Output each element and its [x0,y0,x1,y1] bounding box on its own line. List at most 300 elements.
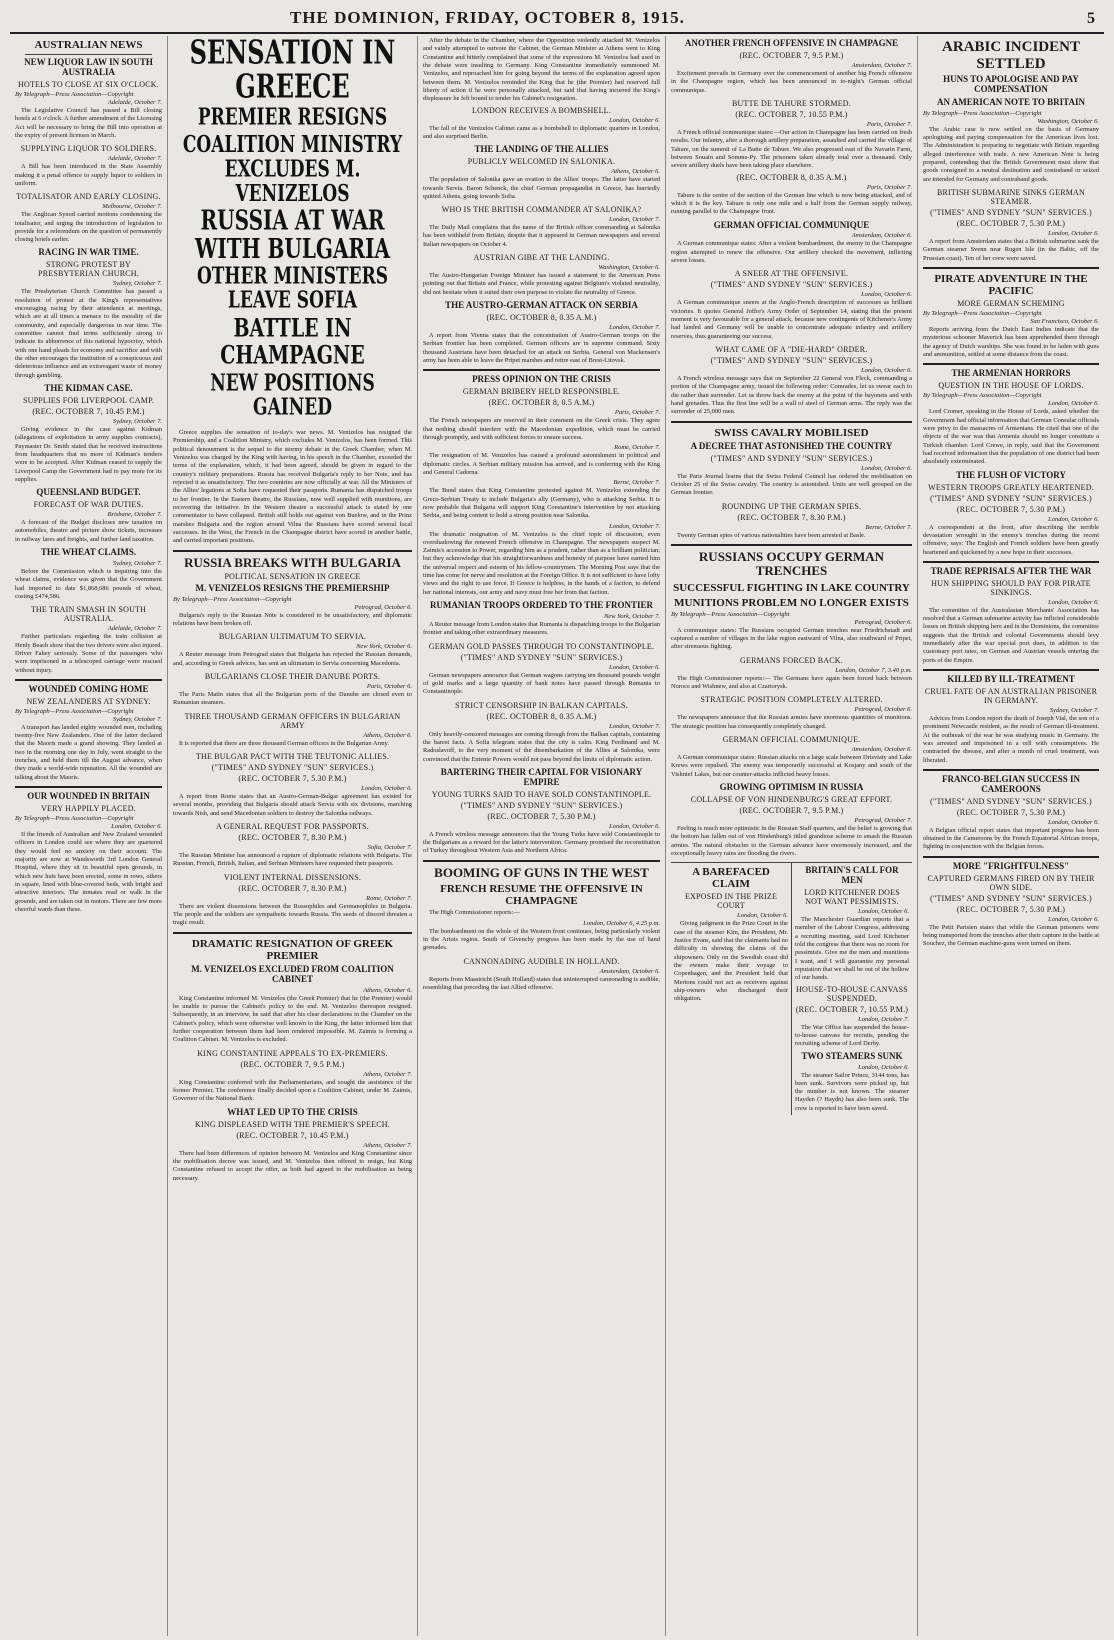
headline: ARABIC INCIDENT SETTLED [942,39,1080,72]
headline: BOOMING OF GUNS IN THE WEST [434,864,649,880]
received-time: (REC. OCTOBER 7, 8.30 P.M.) [737,512,846,522]
dateline: London, October 6. [861,367,912,375]
article-barefaced-claim [671,863,792,1115]
article-body: A report from Rome states that an Austro-German-Bulgar agreement has existed for several months, providing that Bulgaria should attack Servia with six divisions, marching towards Nish, and send Macedonian soldiers to destroy the Salonika railways. [173,793,412,817]
article-serbia-attack [423,301,660,365]
dateline: Washington, October 6. [598,264,660,272]
received-time: (REC. OCTOBER 7, 10.55 P.M.) [795,1004,909,1014]
received-time: (REC. OCTOBER 7, 5.30 P.M.) [956,807,1066,817]
subhead: STRONG PROTEST BY PRESBYTERIAN CHURCH. [38,260,139,279]
headline: QUEENSLAND BUDGET. [36,487,141,498]
article-body: A French official communique states:—Our action in Champagne has been carried on fresh results. Our infantry, after a thorough artillery preparation, assaulted and carried the village of Tahure, on the summit of La Butte de Tahure. We also progressed east of the Navarin Farm, between Souain and Somme-Py. The prisoners taken already total over a thousand. Only severe artillery duels have been taking place elsewhere. [671,128,912,170]
subhead: A SNEER AT THE OFFENSIVE. [734,269,849,279]
article-kidman [15,384,162,484]
dateline: London, October 6. [1048,915,1099,923]
subhead: WHAT CAME OF A "DIE-HARD" ORDER. [715,345,868,355]
split-row [671,862,912,1115]
article-body: The fall of the Venizelos Cabinet came as a bombshell to diplomatic quarters in London, and also surprised Berlin. [423,124,660,140]
dateline: Sydney, October 7. [112,559,162,567]
service-line: ("TIMES" AND SYDNEY "SUN" SERVICES.) [930,893,1092,903]
dateline: Paris, October 7. [866,120,912,128]
headline: FRANCO-BELGIAN SUCCESS IN CAMEROONS [941,773,1081,794]
service-line: ("TIMES" AND SYDNEY "SUN" SERVICES.) [930,493,1092,503]
article-ultimatum [173,632,412,668]
headline: RACING IN WAR TIME. [38,247,139,258]
headline: NEW LIQUOR LAW IN SOUTH AUSTRALIA [24,57,153,77]
dateline: London, October 6. [111,822,162,830]
received-time: (REC. OCTOBER 7, 5.30 P.M.) [238,774,347,784]
article-flush-victory [923,471,1099,557]
dateline: Sofia, October 7. [367,844,412,852]
dateline: Berne, October 7. [613,479,660,487]
masthead-title: THE DOMINION, FRIDAY, OCTOBER 8, 1915. [290,8,685,27]
article-body: Giving judgment in the Prize Court in the case of the steamer Kim, the President, Mr. Justice Evans, said that the claimants had no difficulty in showing the claims of the shipowners. Only on the Swedish coast did the owners make their voyage to Copenhagen, and the President held that Mertons could not act as receivers against ship-owners who discharged their obligation. [674,920,788,1003]
dateline: New York, October 6. [356,643,412,651]
report-intro: The High Commissioner reports:— [429,909,520,917]
divider [25,54,152,55]
dateline: London, October 6. [609,822,660,830]
article-body: A transport has landed eighty wounded men, including twenty-five New Zealanders. One of the latter declared that the Maoris made a grand showing. They landed at two in the morning one day in July, went straight to the trenches, and held them till the August advance, when they made a world-wide reputation. All the wounded are talking about the Maoris. [15,723,162,781]
banner-headline: OTHER MINISTERS LEAVE SOFIA [196,262,389,314]
article-body: A Reuter message from London states that Rumania is dispatching troops to the Bulgarian frontier and taking other extraordinary measures. [423,621,660,637]
credit-line: By Telegraph—Press Association—Copyright [173,595,292,603]
headline: ANOTHER FRENCH OFFENSIVE IN CHAMPAGNE [684,38,899,48]
received-time: (REC. OCTOBER 8, 0.35 A.M.) [736,172,847,182]
received-time: (REC. OCTOBER 7, 5.30 P.M.) [956,218,1066,228]
article-body: The Paris Journal learns that the Swiss Federal Council has ordered the mobilisation on October 25 of the Swiss cavalry. The country is astonished. Units are well grouped on the German frontier. [671,472,912,497]
headline: BARTERING THEIR CAPITAL FOR VISIONARY EMPIRE [440,766,643,787]
article-body: A report from Vienna states that the concentration of Austro-German troops on the Serbian frontier has been completed. German officers are in supreme command. Sixty thousand Austrians have been detached for an attack on Serbia. General von Mackensen's army has been able to leave the Pripet marshes and retire east of Brest-Litovsk. [423,332,660,364]
article-body: The French newspapers are reserved in their comment on the Greek crisis. They agree that nothing should interfere with the Macedonian expedition, which must be carried through promptly, and with sufficient forces to ensure success. [423,417,660,441]
article-commander [423,205,660,249]
headline: SWISS CAVALRY MOBILISED [714,426,869,439]
headline: RUSSIA BREAKS WITH BULGARIA [184,554,401,570]
article-austrian-gibe [423,253,660,297]
divider [173,550,412,552]
headline: GROWING OPTIMISM IN RUSSIA [719,782,864,793]
article-submarine [923,188,1099,263]
article-body: There had been differences of opinion between M. Venizelos and King Constantine since the mobilisation decree was issued, and M. Venizelos then offered to resign, but King Constantine refused to accept the offer, as both had agreed to the mobilisation as being necessary. [173,1149,412,1182]
subhead: A DECREE THAT ASTONISHED THE COUNTRY [690,440,893,451]
dateline: Washington, October 6. [1037,117,1099,125]
subhead: HUNS TO APOLOGISE AND PAY COMPENSATION [943,74,1079,94]
article-body: Giving evidence in the case against Kidman (allegations of exploitation in army supplies contracts), Paymaster Dr. Smith stated that he received instructions from headquarters that no more of Kidman's tenders were to be accepted. After Kidman ceased to supply the Liverpool Camp the Government had to pay more for its supplies. [15,425,162,483]
article-body: The Presbyterian Church Committee has passed a resolution of protest at the King's representatives encouraging racing by their attendance at meetings, which are at all times a menace to the morality of the community, and especially dangerous in war time. The committee cannot find terms sufficiently strong to indicate its abhorrence of this national hypocrisy, which with one hand pleads for economy and sacrifice and with the other encourages the institution of a conspicuous and deleterious influence and an extravagant waste of money through gambling. [15,288,162,379]
credit-line: By Telegraph—Press Association—Copyright [671,610,790,618]
article-racing [15,248,162,380]
subhead: M. VENIZELOS EXCLUDED FROM COALITION CABINET [191,963,394,984]
subhead: BUTTE DE TAHURE STORMED. [732,98,851,108]
article-landing [423,145,660,201]
dateline: London, October 6. [609,116,660,124]
article-body: The Anglican Synod carried motions condemning the totalisator, and urging the introduction of legislation to provide for a referendum on the question of permanently closing hotels earlier. [15,211,162,244]
subhead: ROUNDING UP THE GERMAN SPIES. [721,501,862,511]
article-body: Reports from Maastricht (South Holland) states that uninterrupted cannonading is audible, resembling that preceding the last Allied offensive. [423,975,660,991]
subhead: WHO IS THE BRITISH COMMANDER AT SALONIKA? [441,205,642,215]
article-continuation: After the debate in the Chamber, where the Opposition violently attacked M. Venizelos and vainly attempted to outvote the Cabinet, the German Minister at Athens went to King Constantine and bitterly complained that some of the expressions M. Venizelos had used in the debate were insulting to Germany. King Constantine immediately summoned M. Venizelos, and reproached him for going beyond the terms of the explanation agreed upon between them. M. Venizelos reminded the King that he (the Premier) had reserved full liberty of action if he were personally attacked, but said that having incurred the King's displeasure he felt bound to tender his Cabinet's resignation. [423,37,660,103]
article-wheat [15,548,162,601]
article-liquor [15,58,162,140]
article-tahure [671,99,912,217]
article-frightfulness [923,862,1099,949]
dateline: London, October 6. [1048,400,1099,408]
dateline: London, October 6. [1048,598,1099,606]
headline: THE ARMENIAN HORRORS [951,368,1071,379]
column-2 [168,36,418,1636]
subhead: STRICT CENSORSHIP IN BALKAN CAPITALS. [455,700,628,710]
article-body: The Russian Minister has announced a rupture of diplomatic relations with Bulgaria. The Russian, French, British, Italian, and Serbian Ministers have requested their passports. [173,852,412,868]
dateline: Melbourne, October 7. [102,203,162,211]
dateline: London, October 6. [858,908,909,915]
divider [923,856,1099,858]
article-ports [173,672,412,708]
dateline: Amsterdam, October 6. [851,746,912,754]
article-train [15,605,162,675]
article-body: A Belgian official report states that important progress has been obtained in the Cameroons by the French Equatorial African troops, fighting in conjunction with the Belgian forces. [923,826,1099,851]
column-4 [666,36,918,1636]
subhead: HOTELS TO CLOSE AT SIX O'CLOCK. [18,79,159,89]
banner-headline: BATTLE IN CHAMPAGNE [220,313,365,371]
article-body: Lord Cromer, speaking in the House of Lords, asked whether the Government had official information that German Consular officials were privy to the massacres of Armenians. He cited that one of the objects of the war was that Armenia should no longer constitute a Turkish chamber. Lord Crewe, in reply, said that the Government had received information that the population of one district had been absolutely exterminated. [923,408,1099,466]
article-passports [173,822,412,869]
subhead: HOUSE-TO-HOUSE CANVASS SUSPENDED. [796,984,908,1003]
dateline: Amsterdam, October 7. [851,61,912,69]
article-body: The Manchester Guardian reports that a member of the Labour Congress, addressing a recruiting meeting, said Lord Kitchener told the congress that there was no room for pessimists. Give me the men and munitions I want, and I will guarantee my personal reputation that we shall be out of the hollow of our hands. [795,916,909,982]
headline: RUMANIAN TROOPS ORDERED TO THE FRONTIER [429,600,654,611]
article-armenian [923,369,1099,466]
article-arabic [923,39,1099,184]
article-rumanian-troops [423,601,660,638]
subhead: CRUEL FATE OF AN AUSTRALIAN PRISONER IN GERMANY. [924,686,1098,705]
divider [15,679,162,681]
headline: TRADE REPRISALS AFTER THE WAR [930,565,1092,576]
article-officers [173,712,412,748]
subhead: AN AMERICAN NOTE TO BRITAIN [936,96,1086,107]
subhead: SUPPLYING LIQUOR TO SOLDIERS. [20,144,157,154]
credit-line: By Telegraph—Press Association—Copyright [15,707,134,715]
article-body: Twenty German spies of various nationalities have been arrested at Basle. [677,531,866,539]
dateline: London, October 6. [861,464,912,472]
dateline: Amsterdam, October 6. [851,232,912,240]
subhead: VIOLENT INTERNAL DISSENSIONS. [223,872,362,882]
article-call-for-men [792,863,912,1115]
headline: BRITAIN'S CALL FOR MEN [805,865,899,886]
column-3 [418,36,666,1636]
article-body: The bombardment on the whole of the Western front continues, being particularly violent in the Artois region. South of Givenchy progress has been made by the use of hand grenades. [423,927,660,952]
credit-line: By Telegraph—Press Association—Copyright [15,90,134,98]
subhead: A GENERAL REQUEST FOR PASSPORTS. [216,822,369,832]
received-time: (REC. OCTOBER 7, 10.45 P.M.) [32,406,145,416]
article-wounded-britain [15,792,162,914]
article-body: The newspapers announce that the Russian armies have enormous quantities of munitions. The strategic position has consequently completely changed. [671,714,912,730]
divider [671,421,912,423]
service-line: ("TIMES" AND SYDNEY "SUN" SERVICES.) [930,796,1092,806]
dateline: New York, October 7. [604,613,660,621]
subhead: LORD KITCHENER DOES NOT WANT PESSIMISTS. [804,888,900,906]
article-body: A Bill has been introduced in the State Assembly making it a penal offence to supply liquor to soldiers in uniform. [15,163,162,187]
article-german-gold [423,642,660,697]
article-body: A communique states: The Russians occupied German trenches near Friedrichstadt and captured a number of villages in the lake region eastward of Vilna, also southward of Pripet, after strenuous fighting. [671,626,912,651]
credit-line: By Telegraph—Press Association—Copyright [923,109,1042,117]
headline: THE AUSTRO-GERMAN ATTACK ON SERBIA [445,300,638,311]
subhead: BULGARIAN ULTIMATUM TO SERVIA. [219,632,366,642]
dateline: London, October 6. [609,663,660,671]
dateline: Petrograd, October 6. [854,706,912,714]
credit-line: By Telegraph—Press Association—Copyright [15,814,134,822]
page-number: 5 [1087,10,1096,27]
subhead: POLITICAL SENSATION IN GREECE [224,571,361,581]
dateline: Amsterdam, October 6. [599,967,660,975]
received-time: (REC. OCTOBER 7, 10.55 P.M.) [735,109,848,119]
dateline: London, October 6. [1048,229,1099,237]
dateline: Athens, October 7. [363,1070,412,1078]
subhead: BULGARIANS CLOSE THEIR DANUBE PORTS. [204,672,381,682]
article-body: A forecast of the Budget discloses new taxation on automobiles, theatre and picture show tickets, increases in railway fares and freights, and further land taxation. [15,519,162,543]
subhead: VERY HAPPILY PLACED. [41,803,136,813]
divider [423,369,660,371]
service-line: ("TIMES" AND SYDNEY "SUN" SERVICES.) [710,453,873,463]
article-body: A German communique states: After a violent bombardment, the enemy in the Champagne region attempted to renew the offensive. Our artillery checked the movement, inflicting severe losses. [671,240,912,265]
subhead: COLLAPSE OF VON HINDENBURG'S GREAT EFFORT. [690,794,893,804]
dateline: San Francisco, October 6. [1030,318,1099,326]
article-another-offensive [671,39,912,95]
dateline: Paris, October 6. [366,683,412,691]
credit-line: By Telegraph—Press Association—Copyright [923,310,1042,318]
dateline: London, October 6. [858,1063,909,1071]
subhead: EXPOSED IN THE PRIZE COURT [684,892,778,911]
column-1 [10,36,168,1636]
dateline: Brisbane, October 7. [107,511,162,519]
article-body: Only heavily-censored messages are coming through from the Balkan capitals, containing the barest facts. A Sofia telegram states that the city is calm. King Ferdinand and M. Radoslavoff, to the very moment of the disembarkation of the Allies at Salonika, were convinced that the Entente Powers would not pass beyond the limits of diplomatic action. [423,730,660,763]
dateline: London, October 7, 3.40 p.m. [835,666,912,674]
dateline: Rome, October 7. [366,894,412,902]
subhead: STRATEGIC POSITION COMPLETELY ALTERED. [700,695,883,705]
headline: THE FLUSH OF VICTORY [956,469,1066,480]
service-line: ("TIMES" AND SYDNEY "SUN" SERVICES.) [460,652,623,662]
article-body: Reports arriving from the Dutch East Indies indicate that the mysterious schooner Maverick has been apprehended there through the agency of Dutch warships. She was found to be laden with guns and ammunition, settled at some distance from the coast. [923,326,1099,359]
article-wounded [15,685,162,782]
article-press-opinion [423,375,660,597]
article-body: The Legislative Council has passed a Bill closing hotels at 6 o'clock. A further amendment of the Licensing Act will be necessary to bring the Bill into operation at the expiry of present licenses in March. [15,106,162,139]
column-5 [918,36,1104,1636]
article-body: A correspondent at the front, after describing the terrible devastation wrought in the enemy's trenches during the recent offensive, says: The English and French soldiers have been greatly heartened and quickened by a new hope in their successes. [923,523,1099,556]
service-line: ("TIMES" AND SYDNEY "SUN" SERVICES.) [460,800,623,810]
subhead: GERMAN BRIBERY HELD RESPONSIBLE. [462,387,621,397]
dateline: London, October 7. [609,216,660,224]
article-body: The Bund states that King Constantine protested against M. Venizelos extending the Greco-Serbian Treaty to include Bulgaria's ally (Germany), who is attacking Serbia. It is now probable that Bulgaria will support King Constantine's intervention by not attacking Serbia, and being content to hold a strong position near Salonika. [423,487,660,520]
article-body: King Constantine conferred with the Parliamentarians, and sought the assistance of the former Premier. The conference finally decided upon a Coalition Cabinet, under M. Zaimis, Governor of the National Bank. [173,1078,412,1103]
headline: THE LANDING OF THE ALLIES [474,144,609,155]
article-pirate [923,273,1099,360]
article-totalisator [15,192,162,244]
article-body: Bulgaria's reply to the Russian Note is considered to be unsatisfactory, and diplomatic relations have been broken off. [173,611,412,628]
dateline: London, October 7. [609,324,660,332]
article-body: A report from Amsterdam states that a British submarine sank the German steamer Svenn near Rugen Isle (in the Baltic, off the Prussian coast). Ten of her crew were saved. [923,237,1099,262]
article-forced-back [671,656,912,692]
article-body: German newspapers announce that German wagons carrying ten thousand pounds weight of gold marks and a large quantity of bank notes have passed through Rumania to Constantinople. [423,671,660,696]
headline: RUSSIANS OCCUPY GERMAN TRENCHES [698,548,885,579]
article-die-hard [671,345,912,417]
divider [173,932,412,934]
received-time: (REC. OCTOBER 7, 9.5 P.M.) [739,50,844,60]
article-body: Excitement prevails in Germany over the commencement of another big French offensive in the Champagne region, which has been announced in to-night's German official communique. [671,69,912,94]
divider [923,561,1099,563]
dateline: Sydney, October 7. [112,715,162,723]
dateline: Athens, October 6. [611,168,660,176]
divider [923,363,1099,365]
subhead: CAPTURED GERMANS FIRED ON BY THEIR OWN SIDE. [927,873,1095,892]
subhead: FORECAST OF WAR DUTIES. [33,500,144,510]
article-body: King Constantine informed M. Venizelos (the Greek Premier) that he (the Premier) would be unable to pursue the Cabinet's policy to the end. M. Venizelos thereupon resigned. Subsequently, in an interview, he said that after his clear declarations in the Chamber on the Cabinet's policy, which were otherwise well known to the King, the latter informed him that further cooperation between them had been rendered impossible. M. Zaimis is forming a Coalition Cabinet. M. Venizelos is excluded. [173,994,412,1044]
received-time: (REC. OCTOBER 7, 5.30 P.M.) [487,811,596,821]
subhead: FRENCH RESUME THE OFFENSIVE IN CHAMPAGNE [440,883,643,908]
headline: WOUNDED COMING HOME [28,683,149,694]
article-body: Further particulars regarding the train collision at Henly Beach show that the two drivers were also injured. Driver Fahey seriously. Some of the passengers who were imprisoned in a telescoped carriage were rescued without injury. [15,633,162,674]
article-body: The Petit Parisien states that while the German prisoners were being transported from the trenches after their capture in the battle at Souchez, the German machine-guns were turned on them. [923,923,1099,948]
article-body: The steamer Sailor Prince, 3144 tons, has been sunk. Survivors were picked up, but the number is not known. The steamer Hayden (? Haydn) has also been sunk. The crew is reported to have been saved. [795,1071,909,1112]
article-booming-guns [423,866,660,953]
dateline: Sydney, October 7. [1049,706,1099,714]
article-what-led [173,1108,412,1183]
dateline: Athens, October 6. [363,986,412,994]
dateline: London, October 7. [858,1015,909,1023]
dateline: Rome, October 7. [614,444,660,452]
dateline: Petrograd, October 6. [354,603,412,611]
article-body: Tahure is the centre of the section of the German line which is now being attacked, and of which it is the key. Tahure is only one mile and a half from the German supply railway, running parallel to the Champagne front. [671,191,912,216]
credit-line: By Telegraph—Press Association—Copyright [923,392,1042,400]
article-russia-breaks [173,556,412,629]
divider [923,267,1099,269]
received-time: (REC. OCTOBER 7, 9.5 P.M.) [240,1059,345,1069]
dateline: London, October 6. [737,912,788,920]
received-time: (REC. OCTOBER 7, 5.30 P.M.) [956,504,1066,514]
article-body: The Daily Mail complains that the name of the British officer commanding at Salonika has been withheld from Britain, despite that it appeared in German newspapers and several Italian newspapers on October 4. [423,224,660,248]
headline: KILLED BY ILL-TREATMENT [947,674,1075,685]
service-line: ("TIMES" AND SYDNEY "SUN" SERVICES.) [710,356,873,366]
subhead: THREE THOUSAND GERMAN OFFICERS IN BULGARIAN ARMY [184,711,401,730]
article-supply [15,144,162,188]
subhead: GERMAN GOLD PASSES THROUGH TO CONSTANTINOPLE. [428,641,655,651]
received-time: (REC. OCTOBER 8, 0.5 A.M.) [488,398,595,408]
subhead: M. VENIZELOS RESIGNS THE PREMIERSHIP [195,582,390,593]
banner-headline: COALITION MINISTRY EXCLUDES M. VENIZELOS [182,132,403,208]
article-body: A German communique sneers at the Anglo-French description of successes as brilliant victories. It quotes General Joffre's Army Order of September 14, stating that the present moment is very favourable for a general attack, because new contingents of Kitchener's Army had landed and Germany will be unable to concentrate adequate infantry and artillery reserves, thus guaranteeing our success. [671,299,912,340]
masthead [10,6,1104,34]
received-time: (REC. OCTOBER 8, 0.35 A.M.) [486,313,597,323]
headline: TWO STEAMERS SUNK [801,1050,903,1061]
dateline: London, October 6. [361,785,412,793]
article-body: Feeling is much more optimistic in the Russian Staff quarters, and the belief is growing that the bottom has fallen out of von Hindenburg's titled grandiose scheme to smash the Russian armies. The natural obstacles to the German advance have enormously increased, and the exceptionally heavy rains are flooding the rivers. [671,824,912,857]
article-body: It is reported that there are three thousand German officers in the Bulgarian Army. [179,739,389,747]
service-line: ("TIMES" AND SYDNEY "SUN" SERVICES.) [211,763,374,773]
subhead: THE TRAIN SMASH IN SOUTH AUSTRALIA. [30,605,147,624]
dateline: Paris, October 7. [614,409,660,417]
headline: GERMAN OFFICIAL COMMUNIQUE [713,219,870,230]
dateline: London, October 6. [1048,818,1099,826]
article-trade-reprisals [923,567,1099,665]
divider [923,769,1099,771]
article-body: Before the Commission which is inquiring into the wheat claims, evidence was given that the Government had imported to date $1,868,686 pounds of wheat, costing £474,586. [15,567,162,600]
received-time: (REC. OCTOBER 7, 9.5 P.M.) [739,805,844,815]
article-body: The resignation of M. Venizelos has caused a profound astonishment in political and diplomatic circles. A Serbian military mission has arrived, and is conferring with the King and General Cadorna. [423,452,660,476]
article-sneer [671,269,912,341]
article-body: The committee of the Australasian Merchants' Association has resolved that a German submarine activity has inflicted considerable losses on British shipping here and in the Dominions, the committee suggests that the British and colonial Governments should levy immediately after the war special port dues, in addition to the customary port rates, on German and Austrian vessels entering the ports of the Empire. [923,606,1099,664]
dateline: London, October 7. [609,722,660,730]
section-heading: AUSTRALIAN NEWS [34,39,143,51]
subhead: TOTALISATOR AND EARLY CLOSING. [16,192,161,202]
article-pact [173,752,412,818]
headline: PRESS OPINION ON THE CRISIS [472,374,611,385]
article-body: There are violent dissensions between the Russophiles and Germanophiles in Bulgaria. The people and the soldiers are sympathetic towards Russia. The seeds of discord threaten a tragic result. [173,902,412,927]
headline: DRAMATIC RESIGNATION OF GREEK PREMIER [191,937,394,962]
subhead: CANNONADING AUDIBLE IN HOLLAND. [463,956,620,966]
divider [923,669,1099,671]
article-bartering [423,768,660,856]
subhead: QUESTION IN THE HOUSE OF LORDS. [938,381,1084,391]
article-body: The War Office has suspended the house-to-house canvass for recruits, pending the recruiting scheme of Lord Derby. [795,1023,909,1048]
subhead: GERMAN OFFICIAL COMMUNIQUE. [722,735,861,745]
service-line: ("TIMES" AND SYDNEY "SUN" SERVICES.) [710,280,873,290]
dateline: Adelaide, October 7. [107,98,162,106]
dateline: Adelaide, October 7. [107,155,162,163]
subhead: WESTERN TROOPS GREATLY HEARTENED. [928,482,1094,492]
headline: WHAT LED UP TO THE CRISIS [227,1106,358,1117]
dateline: Sydney, October 7. [112,280,162,288]
dateline: Paris, October 7. [866,183,912,191]
received-time: (REC. OCTOBER 8, 0.35 A.M.) [486,711,597,721]
received-time: (REC. OCTOBER 7, 5.30 P.M.) [956,904,1066,914]
dateline: London, October 6, 4.25 p.m. [583,919,660,927]
article-russians-occupy [671,550,912,652]
article-body: The dramatic resignation of M. Venizelos is the chief topic of discussion, even overshadowing the renewed French offensive in Champagne. The newspapers suspect M. Zaimis's accession to Power, regarding him as a prudent, rather than as a brilliant politician; but they acknowledge that his straightforwardness and honesty of purpose have earned him the universal respect and esteem of his fellow-countrymen. The Morning Post says that the time has come for nerve and resolution at the Foreign Office. It is not sufficient to have lofty views and the right to use force. If Greece is helpless, in the hands of a faction, to defend her national interests, our army and navy must free her from that faction. [423,530,660,596]
article-body: Advices from London report the death of Joseph Vial, the son of a prominent Newcastle resident, as the result of German ill-treatment. At the outbreak of the war he was studying music in Germany. He was arrested and imprisoned in a cell with consumptives. He contracted the disease, and after a month of cruel treatment, was liberated. [923,714,1099,764]
subhead: MUNITIONS PROBLEM NO LONGER EXISTS [674,596,909,609]
subhead: SUCCESSFUL FIGHTING IN LAKE COUNTRY [673,581,910,594]
received-time: (REC. OCTOBER 7, 8.30 P.M.) [238,833,347,843]
article-king-appeals [173,1049,412,1104]
subhead: THE BULGAR PACT WITH THE TEUTONIC ALLIES. [195,752,390,762]
subhead: KING DISPLEASED WITH THE PREMIER'S SPEECH. [195,1119,390,1129]
dateline: Adelaide, October 7. [107,625,162,633]
columns [10,36,1104,1636]
article-body: The Paris Matin states that all the Bulgarian ports of the Danube are closed even to Rumanian steamers. [173,691,412,707]
article-ill-treatment [923,675,1099,765]
dateline: Petrograd, October 7. [854,816,912,824]
article-cameroons [923,775,1099,852]
subhead: MORE GERMAN SCHEMING [957,299,1065,309]
article-dramatic-resignation [173,938,412,1045]
article-german-communique [671,221,912,266]
subhead: NEW ZEALANDERS AT SYDNEY. [26,696,151,706]
received-time: (REC. OCTOBER 7, 8.30 P.M.) [238,883,347,893]
subhead: PUBLICLY WELCOMED IN SALONIKA. [467,157,616,167]
article-body: A French wireless message announces that the Young Turks have sold Constantinople to the Bulgarians as a reward for the latter's intervention. Germany promised the reconstitution of Turkey throughout Western Asia and Northern Africa. [423,830,660,855]
headline: OUR WOUNDED IN BRITAIN [27,791,150,802]
divider [423,860,660,862]
article-dissensions [173,873,412,928]
service-line: ("TIMES" AND SYDNEY "SUN" SERVICES.) [930,207,1092,217]
dateline: London, October 7. [609,522,660,530]
dateline: Sydney, October 7. [112,417,162,425]
article-bombshell [423,106,660,142]
divider [15,786,162,788]
subhead: KING CONSTANTINE APPEALS TO EX-PREMIERS. [197,1048,388,1058]
article-body: If the friends of Australian and New Zealand wounded officers in London could see where they are quartered they would feel no anxiety on their account. The majority are now at Wandsworth 3rd London General Hospital, where they sit in beautiful open grounds, in which new huts have been erected, some in rows, others in square, lined with blue-covered beds, with bright and attractive interiors. The inmates read or walk in the grounds, and are taken out in motors. There are few more cheerful wards than these. [15,830,162,913]
article-body: The population of Salonika gave an ovation to the Allies' troops. The latter have started towards Servia. Baron Schenck, the chief German propagandist in Greece, has hurriedly quitted Athens, going towards Sofia. [423,176,660,200]
dateline: Petrograd, October 6. [854,618,912,626]
article-censorship [423,701,660,764]
received-time: (REC. OCTOBER 7, 10.45 P.M.) [236,1130,349,1140]
